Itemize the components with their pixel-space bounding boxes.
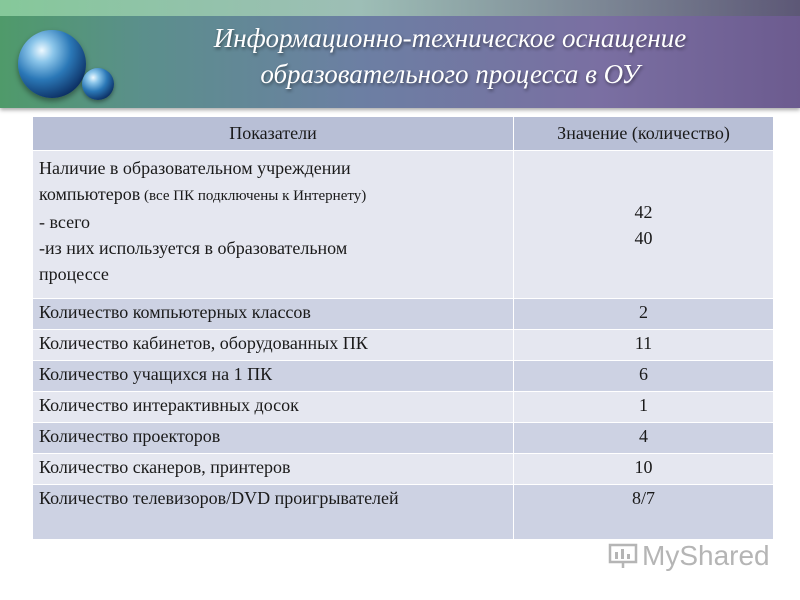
computers-line-1: Наличие в образовательном учреждении	[39, 158, 351, 178]
row-value: 11	[514, 330, 774, 361]
table-row	[33, 454, 774, 485]
presentation-screen-icon	[608, 543, 638, 569]
decorative-sphere-small	[82, 68, 114, 100]
row-label: Количество проекторов	[33, 423, 514, 454]
computers-total-value: 42	[634, 201, 653, 222]
table-row	[33, 423, 774, 454]
table-row	[33, 299, 774, 330]
myshared-watermark	[608, 540, 770, 572]
computers-note: (все ПК подключены к Интернету)	[140, 188, 367, 204]
row-value: 2	[514, 299, 774, 330]
computers-values-cell	[514, 151, 774, 299]
computers-line-4: -из них используется в образовательном	[39, 238, 348, 258]
computers-line-3: - всего	[39, 212, 91, 232]
row-value: 8/7	[514, 485, 774, 540]
row-label: Количество сканеров, принтеров	[33, 454, 514, 485]
computers-label: компьютеров	[39, 184, 141, 204]
equipment-table	[32, 116, 774, 540]
table-row	[33, 361, 774, 392]
row-value: 1	[514, 392, 774, 423]
computers-line-2	[39, 181, 507, 209]
banner-top-stripe	[0, 0, 800, 16]
row-label: Количество компьютерных классов	[33, 299, 514, 330]
watermark-text: MyShared	[642, 540, 770, 571]
table-header-row	[33, 117, 774, 151]
row-value: 10	[514, 454, 774, 485]
computers-line-5: процессе	[39, 264, 109, 284]
slide-title	[130, 20, 770, 92]
row-label: Количество интерактивных досок	[33, 392, 514, 423]
table-row	[33, 330, 774, 361]
row-value: 4	[514, 423, 774, 454]
computers-cell	[33, 151, 514, 299]
column-header-indicator: Показатели	[33, 117, 514, 151]
row-value: 6	[514, 361, 774, 392]
table-row	[33, 485, 774, 540]
row-label: Количество учащихся на 1 ПК	[33, 361, 514, 392]
slide-title-line-2: образовательного процесса в ОУ	[260, 59, 640, 89]
table-row	[33, 392, 774, 423]
column-header-value: Значение (количество)	[514, 117, 774, 151]
title-banner	[0, 0, 800, 108]
decorative-sphere-large	[18, 30, 86, 98]
table-row	[33, 151, 774, 299]
row-label: Количество телевизоров/DVD проигрывателей	[33, 485, 514, 540]
computers-used-value: 40	[634, 227, 653, 248]
row-label: Количество кабинетов, оборудованных ПК	[33, 330, 514, 361]
slide-title-line-1: Информационно-техническое оснащение	[213, 23, 687, 53]
